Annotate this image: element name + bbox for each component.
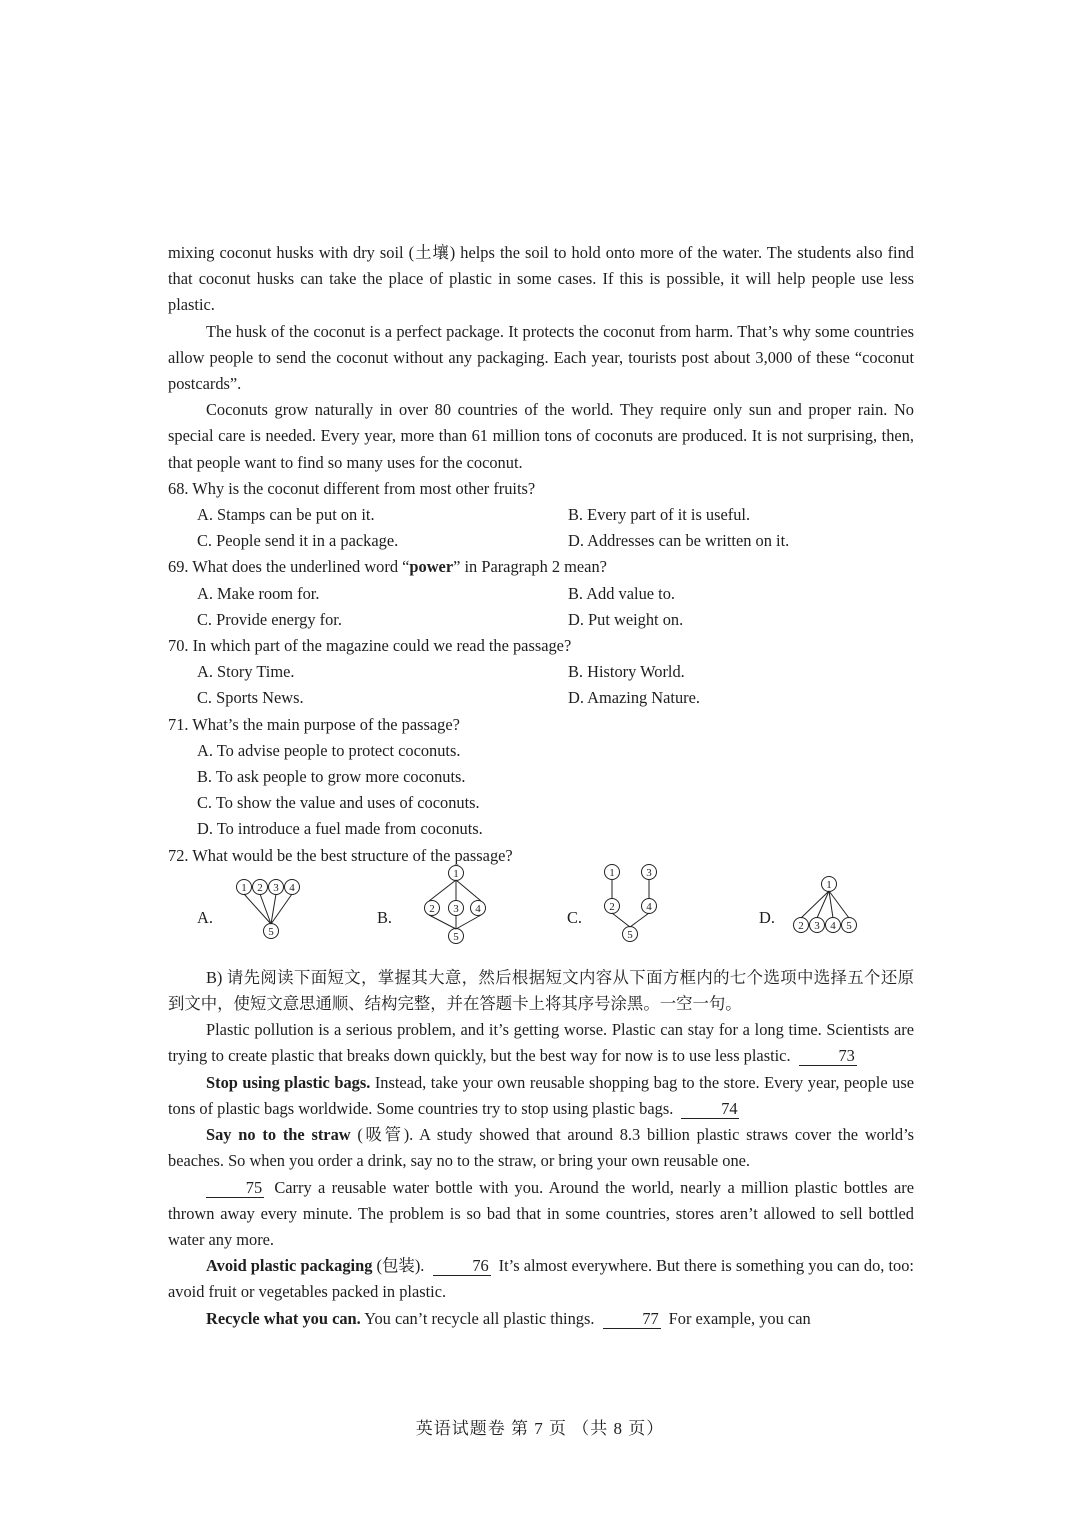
option-a: A. Make room for.	[197, 583, 320, 603]
svg-text:5: 5	[453, 930, 459, 943]
stem-bold-word: power	[409, 557, 454, 577]
part-b-instruction: B) 请先阅读下面短文，掌握其大意，然后根据短文内容从下面方框内的七个选项中选择五个还原到文中，使短文意思通顺、结构完整，并在答题卡上将其序号涂黑。一空一句。	[168, 967, 914, 1014]
part-b-paragraph-2	[168, 1070, 914, 1122]
diagram-b-graphic	[411, 863, 501, 945]
question-stem: 68. Why is the coconut different from most other fruits?	[168, 478, 536, 498]
stem-text: 69. What does the underlined word “	[168, 557, 410, 577]
svg-text:5: 5	[627, 928, 633, 941]
paragraph-text: A study showed that around 8.3 billion plastic straws cover the world’s beaches. So when you order a drink, say no to the straw, or bring your own reusable one.	[168, 1125, 914, 1171]
diagram-label-a: A.	[197, 907, 213, 927]
structure-diagrams	[168, 866, 914, 965]
passage-a-paragraph-3: Coconuts grow naturally in over 80 countries of the world. They require only sun and proper rain. No special care is needed. Every year, more than 61 million tons of coconuts are produced. It is not surprising, then, that people want to find so many uses for the coconut.	[168, 400, 914, 472]
question-stem: 71. What’s the main purpose of the passage?	[168, 714, 460, 734]
svg-text:1: 1	[609, 866, 615, 879]
blank-73: 73	[799, 1047, 857, 1066]
svg-text:1: 1	[826, 878, 832, 891]
svg-text:3: 3	[814, 919, 820, 932]
paragraph-text: Carry a reusable water bottle with you. Around the world, nearly a million plastic bottles are thrown away every minute. The problem is so bad that in some countries, stores aren’t allowed to sell bottled water any more.	[168, 1177, 914, 1249]
blank-75: 75	[206, 1179, 264, 1198]
diagram-c-graphic	[597, 861, 687, 943]
question-stem: 70. In which part of the magazine could we read the passage?	[168, 636, 572, 656]
diagram-a-graphic	[231, 875, 331, 945]
svg-text:3: 3	[453, 902, 459, 915]
stem-text: ” in Paragraph 2 mean?	[453, 557, 607, 577]
paragraph-heading: Stop using plastic bags.	[206, 1072, 371, 1092]
question-72	[168, 843, 914, 965]
option-b: B. To ask people to grow more coconuts.	[197, 767, 466, 787]
option-b: B. Every part of it is useful.	[568, 505, 751, 525]
option-d: D. Amazing Nature.	[568, 688, 700, 708]
svg-text:4: 4	[646, 900, 652, 913]
svg-text:4: 4	[475, 902, 481, 915]
blank-76: 76	[433, 1257, 491, 1276]
paragraph-gloss: (包装).	[372, 1256, 425, 1276]
option-c: C. Sports News.	[197, 688, 304, 708]
part-b-paragraph-5	[168, 1253, 914, 1305]
paragraph-text: You can’t recycle all plastic things.	[360, 1308, 595, 1328]
paragraph-heading: Say no to the straw	[206, 1125, 351, 1145]
diagram-label-b: B.	[377, 907, 393, 927]
option-c: C. To show the value and uses of coconuts.	[197, 793, 480, 813]
svg-text:5: 5	[846, 919, 852, 932]
svg-text:2: 2	[257, 881, 263, 894]
passage-a-paragraph-2: The husk of the coconut is a perfect package. It protects the coconut from harm. That’s why some countries allow people to send the coconut without any packaging. Each year, tourists post about 3,000 of these “coconut postcards”.	[168, 321, 914, 394]
blank-77: 77	[603, 1310, 661, 1329]
question-stem	[168, 554, 914, 580]
paragraph-heading: Avoid plastic packaging	[206, 1256, 373, 1276]
paragraph-heading: Recycle what you can.	[206, 1308, 361, 1328]
svg-text:4: 4	[289, 881, 295, 894]
part-b-paragraph-6	[168, 1306, 914, 1332]
paragraph-text: Instead, take your own reusable shopping bag to the store. Every year, people use tons of plastic bags worldwide. Some countries try to stop using plastic bags.	[168, 1072, 914, 1118]
option-a: A. Stamps can be put on it.	[197, 505, 375, 525]
page-footer: 英语试题卷 第 7 页 （共 8 页）	[415, 1419, 665, 1438]
option-c: C. People send it in a package.	[197, 531, 399, 551]
option-b: B. Add value to.	[568, 583, 675, 603]
question-68	[168, 476, 914, 555]
option-a: A. To advise people to protect coconuts.	[197, 740, 461, 760]
option-d: D. Put weight on.	[568, 609, 684, 629]
diagram-label-d: D.	[759, 907, 775, 927]
part-b-paragraph-1	[168, 1017, 914, 1069]
paragraph-text: Plastic pollution is a serious problem, and it’s getting worse. Plastic can stay for a long time. Scientists are trying to create plastic that breaks down quickly, but the best way for now is to use less plastic.	[168, 1020, 914, 1066]
svg-text:2: 2	[798, 919, 804, 932]
svg-text:3: 3	[273, 881, 279, 894]
diagram-label-c: C.	[567, 907, 583, 927]
svg-text:1: 1	[453, 867, 459, 880]
option-a: A. Story Time.	[197, 662, 295, 682]
paragraph-text: It’s almost everywhere. But there is something you can do, too: avoid fruit or vegetables packed in plastic.	[168, 1256, 914, 1302]
paragraph-gloss: (吸管).	[350, 1125, 414, 1145]
diagram-d-graphic	[789, 873, 879, 943]
question-stem: 72. What would be the best structure of the passage?	[168, 845, 513, 865]
question-71	[168, 712, 914, 843]
part-b-paragraph-4	[168, 1175, 914, 1254]
paragraph-text: For example, you can	[664, 1308, 811, 1328]
svg-text:2: 2	[429, 902, 435, 915]
option-d: D. To introduce a fuel made from coconuts.	[197, 819, 483, 839]
page-content	[168, 240, 914, 1332]
question-70	[168, 633, 914, 712]
svg-text:1: 1	[241, 881, 247, 894]
svg-text:3: 3	[646, 866, 652, 879]
svg-text:2: 2	[609, 900, 615, 913]
option-d: D. Addresses can be written on it.	[568, 531, 790, 551]
question-69	[168, 554, 914, 633]
blank-74: 74	[681, 1100, 739, 1119]
svg-text:4: 4	[830, 919, 836, 932]
option-c: C. Provide energy for.	[197, 609, 342, 629]
svg-text:5: 5	[268, 925, 274, 938]
passage-a-paragraph-1: mixing coconut husks with dry soil (土壤) helps the soil to hold onto more of the water. The students also find that coconut husks can take the place of plastic in some cases. If this is possible, it will help people use less plastic.	[168, 243, 914, 315]
part-b-paragraph-3	[168, 1122, 914, 1174]
option-b: B. History World.	[568, 662, 685, 682]
